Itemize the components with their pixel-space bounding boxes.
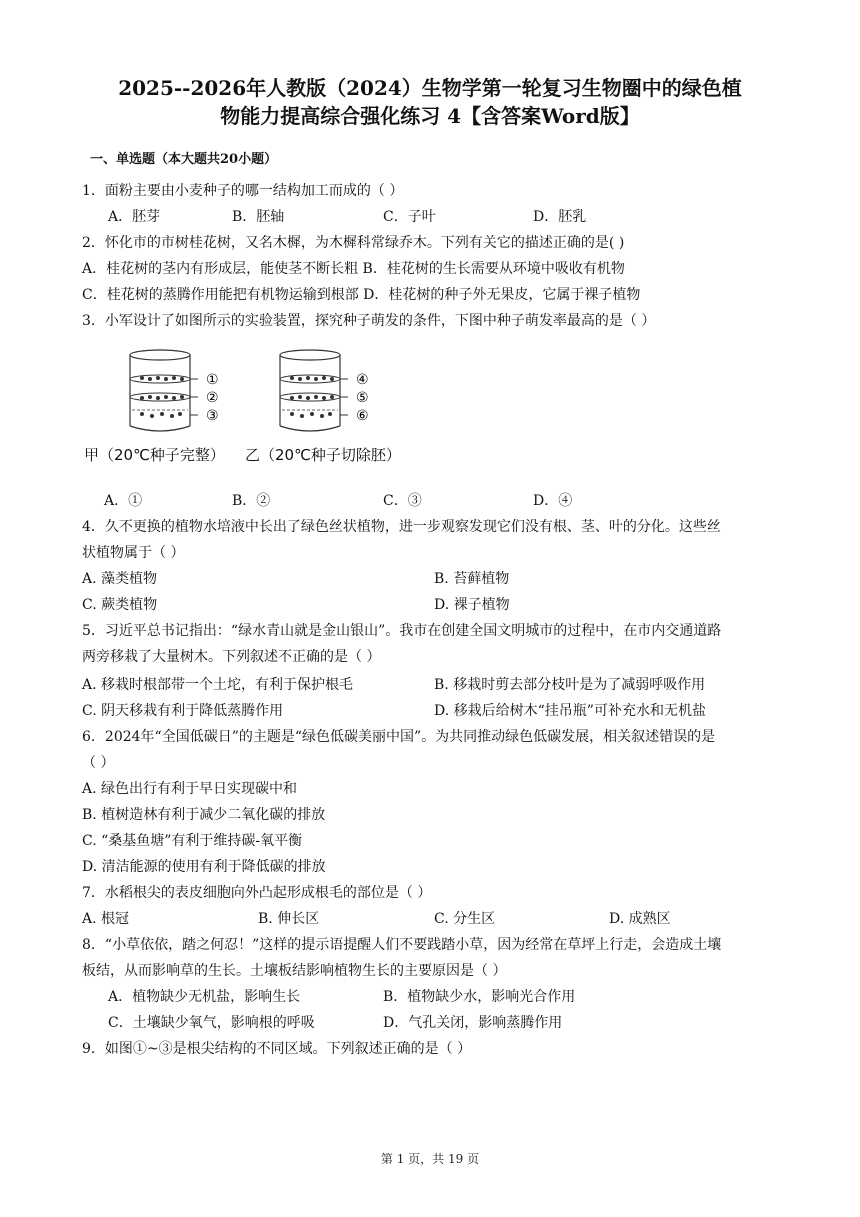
q6-option-d: D. 清洁能源的使用有利于降低碳的排放 xyxy=(82,859,326,875)
label-num-4: ④ xyxy=(356,372,369,388)
q6-option-a: A. 绿色出行有利于早日实现碳中和 xyxy=(82,781,298,797)
title-line-1: 2025--2026年人教版（2024）生物学第一轮复习生物圈中的绿色植 xyxy=(118,76,742,100)
label-num-2: ② xyxy=(206,390,219,406)
q5-option-a: A. 移栽时根部带一个土坨，有利于保护根毛 xyxy=(82,677,354,693)
q3-option-b: B．② xyxy=(232,493,271,509)
q3-option-a: A．① xyxy=(104,493,143,509)
q4-option-b: B. 苔藓植物 xyxy=(434,571,510,587)
q7-option-b: B. 伸长区 xyxy=(258,911,320,927)
q6-option-c: C. “桑基鱼塘”有利于维持碳-氧平衡 xyxy=(82,833,303,849)
q7-option-a: A. 根冠 xyxy=(82,911,130,927)
question-5-line-2: 两旁移栽了大量树木。下列叙述不正确的是（ ） xyxy=(82,649,381,665)
q1-option-a: A．胚芽 xyxy=(108,209,161,225)
label-num-3: ③ xyxy=(206,408,219,424)
question-2: 2．怀化市的市树桂花树，又名木樨，为木樨科常绿乔木。下列有关它的描述正确的是( ) xyxy=(82,235,625,251)
q3-option-c: C．③ xyxy=(383,493,422,509)
title-line-2: 物能力提高综合强化练习 4【含答案Word版】 xyxy=(220,104,640,128)
question-5-line-1: 5．习近平总书记指出：“绿水青山就是金山银山”。我市在创建全国文明城市的过程中，在市内交通道路 xyxy=(82,623,722,639)
q1-option-c: C．子叶 xyxy=(383,209,436,225)
beaker-yi xyxy=(280,350,369,431)
question-4-line-1: 4．久不更换的植物水培液中长出了绿色丝状植物，进一步观察发现它们没有根、茎、叶的分化。这些丝 xyxy=(82,519,721,535)
question-8-line-2: 板结，从而影响草的生长。土壤板结影响植物生长的主要原因是（ ） xyxy=(82,963,507,979)
question-6-line-1: 6．2024年“全国低碳日”的主题是“绿色低碳美丽中国”。为共同推动绿色低碳发展，相关叙述错误的是 xyxy=(82,729,716,745)
question-4-line-2: 状植物属于（ ） xyxy=(82,545,185,561)
q8-option-a: A．植物缺少无机盐，影响生长 xyxy=(108,989,301,1005)
question-1: 1．面粉主要由小麦种子的哪一结构加工而成的（ ） xyxy=(82,183,404,199)
q8-option-c: C．土壤缺少氧气，影响根的呼吸 xyxy=(108,1015,315,1031)
q1-option-b: B．胚轴 xyxy=(232,209,285,225)
q7-option-c: C. 分生区 xyxy=(434,911,496,927)
q8-option-b: B．植物缺少水，影响光合作用 xyxy=(383,989,576,1005)
q5-option-c: C. 阴天移栽有利于降低蒸腾作用 xyxy=(82,703,284,719)
q8-option-d: D．气孔关闭，影响蒸腾作用 xyxy=(383,1015,563,1031)
q4-option-d: D. 裸子植物 xyxy=(434,597,510,613)
beaker-jia xyxy=(130,350,219,431)
document-title xyxy=(60,74,800,130)
q2-options-cd: C．桂花树的蒸腾作用能把有机物运输到根部 D．桂花树的种子外无果皮，它属于裸子植物 xyxy=(82,287,641,303)
q5-option-b: B. 移栽时剪去部分枝叶是为了减弱呼吸作用 xyxy=(434,677,706,693)
label-num-1: ① xyxy=(206,372,219,388)
section-heading: 一、单选题（本大题共20小题） xyxy=(90,152,278,167)
q7-option-d: D. 成熟区 xyxy=(609,911,671,927)
page-footer: 第 1 页，共 19 页 xyxy=(380,1152,480,1166)
label-num-6: ⑥ xyxy=(356,408,369,424)
question-3: 3．小军设计了如图所示的实验装置，探究种子萌发的条件，下图中种子萌发率最高的是（ ） xyxy=(82,313,656,329)
q2-options-ab: A．桂花树的茎内有形成层，能使茎不断长粗 B．桂花树的生长需要从环境中吸收有机物 xyxy=(82,261,625,277)
q4-option-a: A. 藻类植物 xyxy=(82,571,158,587)
q1-option-d: D．胚乳 xyxy=(533,209,587,225)
question-7: 7．水稻根尖的表皮细胞向外凸起形成根毛的部位是（ ） xyxy=(82,885,432,901)
q3-option-d: D．④ xyxy=(533,493,573,509)
beaker-jia-caption: 甲（20℃种子完整） xyxy=(84,446,225,464)
q5-option-d: D. 移栽后给树木“挂吊瓶”可补充水和无机盐 xyxy=(434,703,706,719)
beaker-yi-caption: 乙（20℃种子切除胚） xyxy=(245,446,401,464)
question-9: 9．如图①~③是根尖结构的不同区域。下列叙述正确的是（ ） xyxy=(82,1041,472,1057)
question-6-line-2: （ ） xyxy=(82,755,115,771)
q4-option-c: C. 蕨类植物 xyxy=(82,597,158,613)
label-num-5: ⑤ xyxy=(356,390,369,406)
seed-germination-figure xyxy=(120,346,370,436)
question-8-line-1: 8．“小草依依，踏之何忍！”这样的提示语提醒人们不要践踏小草，因为经常在草坪上行走，会造成土壤 xyxy=(82,937,722,953)
q6-option-b: B. 植树造林有利于减少二氧化碳的排放 xyxy=(82,807,326,823)
